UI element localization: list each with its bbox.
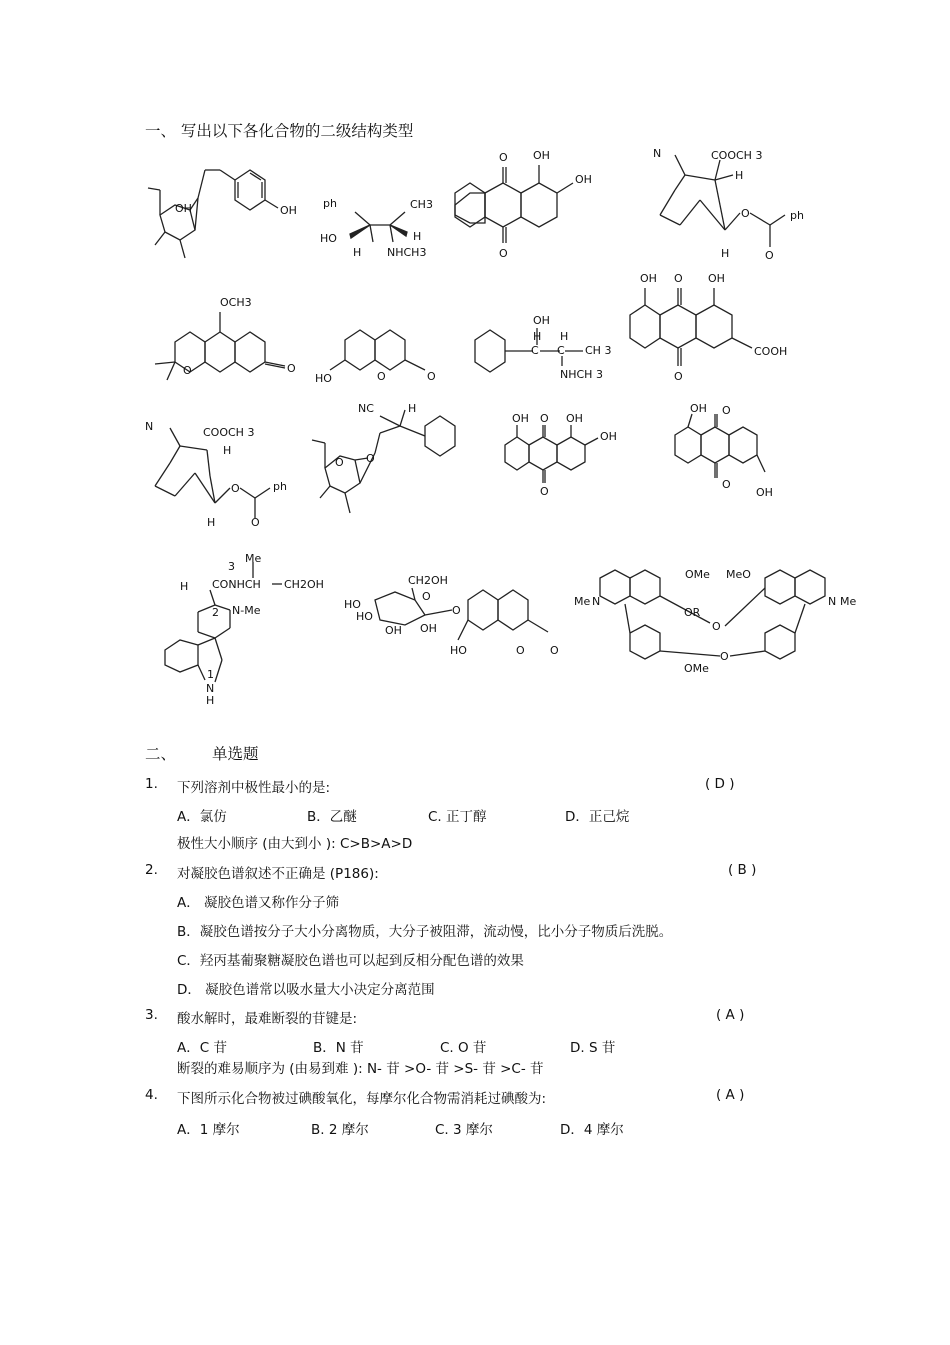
question-1-option-a: A．氯仿 [177, 809, 227, 825]
question-3-option-d: D. S 苷 [570, 1040, 616, 1056]
structure-13 [160, 550, 330, 710]
question-4-option-c: C. 3 摩尔 [435, 1122, 493, 1138]
question-1-text: 下列溶剂中极性最小的是: [177, 780, 331, 796]
o-label: O [765, 249, 774, 262]
question-2-option-d: D． 凝胶色谱常以吸水量大小决定分离范围 [177, 982, 435, 998]
h-label: H [223, 444, 232, 457]
nme-label: N-Me [232, 604, 261, 617]
me-label: Me [574, 595, 591, 608]
question-2-option-b: B．凝胶色谱按分子大小分离物质，大分子被阻滞，流动慢，比小分子物质后洗脱。 [177, 924, 673, 940]
label: OH [175, 202, 192, 215]
oh-label: OH [385, 624, 402, 637]
ph-label: ph [790, 209, 804, 222]
oh-label: OH [420, 622, 437, 635]
section1-title: 一、 写出以下各化合物的二级结构类型 [145, 122, 414, 140]
ph-label: ph [273, 480, 287, 493]
structure-7 [465, 310, 615, 385]
structure-5 [145, 292, 320, 387]
o-label: O [452, 604, 461, 617]
h-label: H [721, 247, 730, 260]
position-3: 3 [228, 560, 235, 573]
section2-title: 单选题 [212, 745, 259, 763]
question-2-option-c: C．羟丙基葡聚糖凝胶色谱也可以起到反相分配色谱的效果 [177, 953, 524, 969]
oh-label: OH [640, 272, 657, 285]
o-label: O [540, 485, 549, 498]
n-label: N [145, 420, 154, 433]
structure-6 [315, 320, 465, 390]
h-label: H [735, 169, 744, 182]
o-label: O [499, 151, 508, 164]
o-label: O [722, 404, 731, 417]
cooh-label: COOH [754, 345, 788, 358]
oh-label: OH [533, 149, 550, 162]
structure-2 [315, 190, 445, 265]
h-label: H [560, 330, 569, 343]
question-3-option-c: C. O 苷 [440, 1040, 487, 1056]
me-label: Me [245, 552, 262, 565]
o-label: O [516, 644, 525, 657]
ch3-label: CH3 [410, 198, 433, 211]
question-1-note: 极性大小顺序 (由大到小 ): C>B>A>D [177, 836, 413, 852]
ome-label: OMe [684, 662, 709, 675]
h-label: H [408, 402, 417, 415]
oh-label: OH [600, 430, 617, 443]
c-label: C [531, 344, 539, 357]
o-label: O [722, 478, 731, 491]
h-label: H [180, 580, 189, 593]
question-3-note: 断裂的难易顺序为 (由易到难 ): N- 苷 >O- 苷 >S- 苷 >C- 苷 [177, 1061, 544, 1077]
question-3-option-b: B．N 苷 [313, 1040, 364, 1056]
o-label: O [712, 620, 721, 633]
ho-label: HO [315, 372, 332, 385]
ho-label: HO [450, 644, 467, 657]
nc-label: NC [358, 402, 374, 415]
question-3-option-a: A．C 苷 [177, 1040, 227, 1056]
h-label: H [533, 330, 542, 343]
o-label: O [674, 272, 683, 285]
o-label: O [741, 207, 750, 220]
nhch3-label: NHCH3 [387, 246, 427, 259]
n-label: N [206, 682, 215, 695]
structure-14 [340, 570, 580, 665]
oh-label: OH [533, 314, 550, 327]
o-label: O [540, 412, 549, 425]
position-2: 2 [212, 606, 219, 619]
question-4-option-a: A．1 摩尔 [177, 1122, 240, 1138]
h-label: H [413, 230, 422, 243]
ch2oh-label: CH2OH [408, 574, 448, 587]
question-1-option-c: C. 正丁醇 [428, 809, 487, 825]
n-label: N [653, 147, 662, 160]
structure-4 [645, 145, 815, 265]
o-label: O [335, 456, 344, 469]
oh-label: OH [566, 412, 583, 425]
h-label: H [206, 694, 215, 707]
question-4-text: 下图所示化合物被过碘酸氧化，每摩尔化合物需消耗过碘酸为: [177, 1091, 547, 1107]
och3-label: OCH3 [220, 296, 252, 309]
o-label: O [720, 650, 729, 663]
question-2-option-a: A． 凝胶色谱又称作分子筛 [177, 895, 340, 911]
n-label: N [828, 595, 837, 608]
oh-label: OH [512, 412, 529, 425]
coome-label: COOCH 3 [711, 149, 763, 162]
question-3-number: 3. [145, 1007, 158, 1023]
question-4-option-b: B. 2 摩尔 [311, 1122, 369, 1138]
h-label: H [207, 516, 216, 529]
oh-label: OH [690, 402, 707, 415]
me-label: Me [840, 595, 857, 608]
n-label: N [592, 595, 601, 608]
ch2oh-label: CH2OH [284, 578, 324, 591]
o-label: O [377, 370, 386, 383]
o-label: O [231, 482, 240, 495]
question-4-option-d: D．4 摩尔 [560, 1122, 624, 1138]
h-label: H [353, 246, 362, 259]
question-2-text: 对凝胶色谱叙述不正确是 (P186): [177, 866, 379, 882]
ome-label: OMe [685, 568, 710, 581]
position-1: 1 [207, 668, 214, 681]
structure-10 [300, 398, 470, 533]
structure-9 [145, 418, 315, 533]
oh-label: OH [575, 173, 592, 186]
question-4-number: 4. [145, 1087, 158, 1103]
question-1-option-d: D．正己烷 [565, 809, 630, 825]
ph-label: ph [323, 197, 337, 210]
nhch3-label: NHCH 3 [560, 368, 603, 381]
ho-label: HO [356, 610, 373, 623]
question-1-number: 1. [145, 776, 158, 792]
ch3-label: CH 3 [585, 344, 612, 357]
question-2-answer: ( B ) [728, 862, 757, 878]
or-label: OR [684, 606, 701, 619]
o-label: O [674, 370, 683, 383]
coome-label: COOCH 3 [203, 426, 255, 439]
o-label: O [422, 590, 431, 603]
structure-8 [620, 270, 820, 385]
question-2-number: 2. [145, 862, 158, 878]
o-label: O [183, 364, 192, 377]
question-1-answer: ( D ) [705, 776, 735, 792]
ho-label: HO [344, 598, 361, 611]
o-label: O [287, 362, 296, 375]
structure-1 [140, 160, 310, 270]
question-3-answer: ( A ) [716, 1007, 745, 1023]
question-1-option-b: B．乙醚 [307, 809, 357, 825]
o-label: O [427, 370, 436, 383]
o-label: O [499, 247, 508, 260]
oh-label: OH [756, 486, 773, 499]
structure-12 [670, 400, 790, 500]
o-label: O [366, 452, 375, 465]
oh-label: OH [280, 204, 297, 217]
o-label: O [550, 644, 559, 657]
structure-15 [570, 558, 870, 683]
oh-label: OH [708, 272, 725, 285]
question-4-answer: ( A ) [716, 1087, 745, 1103]
o-label: O [251, 516, 260, 529]
question-3-text: 酸水解时，最难断裂的苷键是: [177, 1011, 358, 1027]
structure-3 [445, 145, 635, 265]
meo-label: MeO [726, 568, 751, 581]
structure-11 [500, 410, 645, 500]
conhch-label: CONHCH [212, 578, 261, 591]
c-label: C [557, 344, 565, 357]
ho-label: HO [320, 232, 337, 245]
section2-prefix: 二、 [145, 745, 177, 763]
